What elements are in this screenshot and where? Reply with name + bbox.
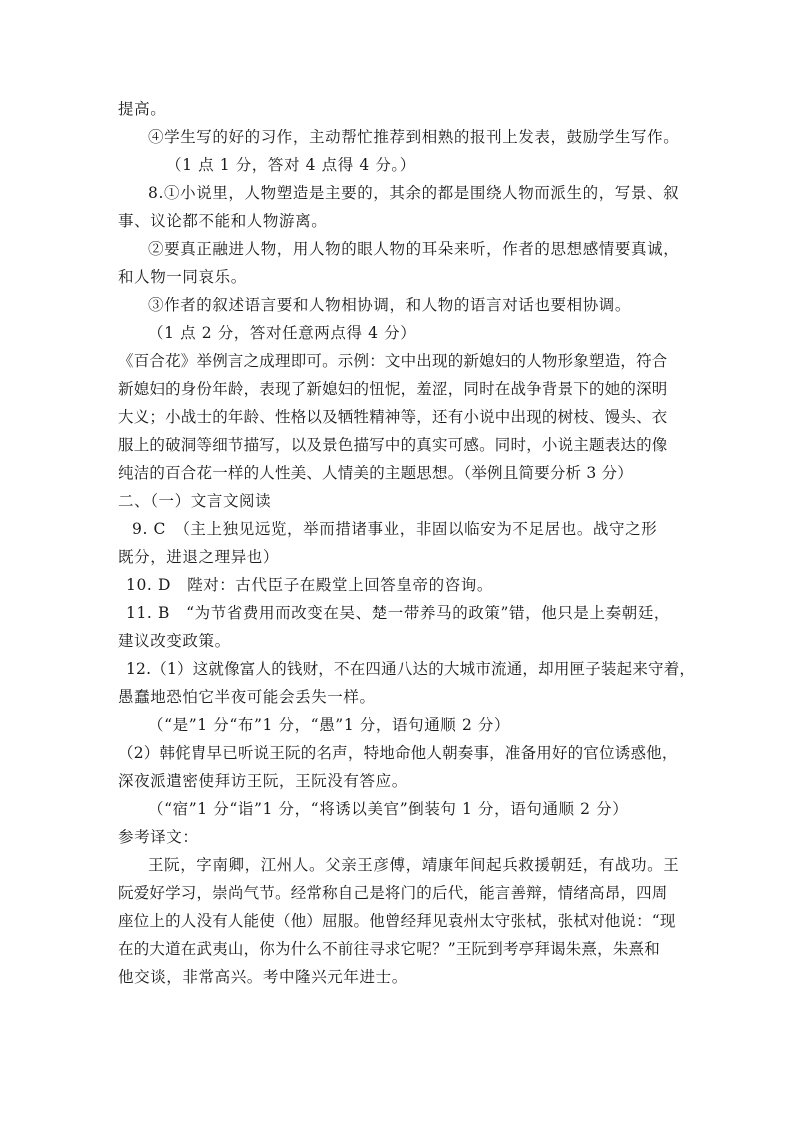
text-line: 纯洁的百合花一样的人性美、人情美的主题思想。（举例且简要分析 3 分） bbox=[118, 464, 633, 482]
text-line: ③作者的叙述语言要和人物相协调，和人物的语言对话也要相协调。 bbox=[148, 296, 632, 314]
text-line: 事、议论都不能和人物游离。 bbox=[118, 212, 328, 230]
text-line: 11. B “为节省费用而改变在吴、楚一带养马的政策”错，他只是上奏朝廷， bbox=[126, 604, 671, 622]
text-line: 8.①小说里，人物塑造是主要的，其余的都是围绕人物而派生的，写景、叙 bbox=[148, 184, 680, 202]
text-line: （“宿”1 分“诣”1 分，“将诱以美官”倒装句 1 分，语句通顺 2 分） bbox=[148, 800, 629, 818]
text-line: 《百合花》举例言之成理即可。示例：文中出现的新媳妇的人物形象塑造，符合 bbox=[118, 352, 668, 370]
text-line: 新媳妇的身份年龄，表现了新媳妇的忸怩，羞涩，同时在战争背景下的她的深明 bbox=[118, 380, 668, 398]
text-line: 座位上的人没有人能使（他）屈服。他曾经拜见袁州太守张栻，张栻对他说：“现 bbox=[118, 912, 676, 930]
text-line: 在的大道在武夷山，你为什么不前往寻求它呢？”王阮到考亭拜谒朱熹，朱熹和 bbox=[118, 940, 660, 958]
text-line: 深夜派遣密使拜访王阮，王阮没有答应。 bbox=[118, 772, 408, 790]
text-line: （1 点 1 分，答对 4 点得 4 分。） bbox=[166, 156, 416, 174]
text-line: 建议改变政策。 bbox=[118, 632, 231, 650]
text-line: 阮爱好学习，崇尚气节。经常称自己是将门的后代，能言善辩，情绪高昂，四周 bbox=[118, 884, 668, 902]
text-line: 10. D 陛对：古代臣子在殿堂上回答皇帝的咨询。 bbox=[126, 576, 494, 594]
text-line: 既分，进退之理异也） bbox=[118, 548, 280, 566]
text-line: 9. C （主上独见远览，举而措诸事业，非固以临安为不足居也。战守之形 bbox=[132, 520, 658, 538]
text-line: 王阮，字南卿，江州人。父亲王彦傅，靖康年间起兵救援朝廷，有战功。王 bbox=[148, 856, 680, 874]
text-line: 提高。 bbox=[118, 100, 167, 118]
text-line: （1 点 2 分，答对任意两点得 4 分） bbox=[148, 324, 417, 342]
text-line: 12.（1）这就像富人的钱财，不在四通八达的大城市流通，却用匣子装起来守着， bbox=[126, 660, 696, 678]
text-line: ②要真正融进人物，用人物的眼人物的耳朵来听，作者的思想感情要真诚， bbox=[148, 240, 680, 258]
text-line: 和人物一同哀乐。 bbox=[118, 268, 247, 286]
text-line: 服上的破洞等细节描写，以及景色描写中的真实可感。同时，小说主题表达的像 bbox=[118, 436, 668, 454]
text-line: 大义；小战士的年龄、性格以及牺牲精神等，还有小说中出现的树枝、馒头、衣 bbox=[118, 408, 668, 426]
text-line: （“是”1 分“布”1 分，“愚”1 分，语句通顺 2 分） bbox=[148, 716, 511, 734]
text-line: （2）韩侂胄早已听说王阮的名声，特地命他人朝奏事，准备用好的官位诱惑他， bbox=[118, 744, 678, 762]
section-heading: 二、（一）文言文阅读 bbox=[118, 492, 272, 510]
text-line: ④学生写的好的习作，主动帮忙推荐到相熟的报刊上发表，鼓励学生写作。 bbox=[148, 128, 680, 146]
section-heading: 参考译文： bbox=[118, 828, 199, 846]
text-line: 他交谈，非常高兴。考中隆兴元年进士。 bbox=[118, 968, 408, 986]
text-line: 愚蠢地恐怕它半夜可能会丢失一样。 bbox=[118, 688, 376, 706]
